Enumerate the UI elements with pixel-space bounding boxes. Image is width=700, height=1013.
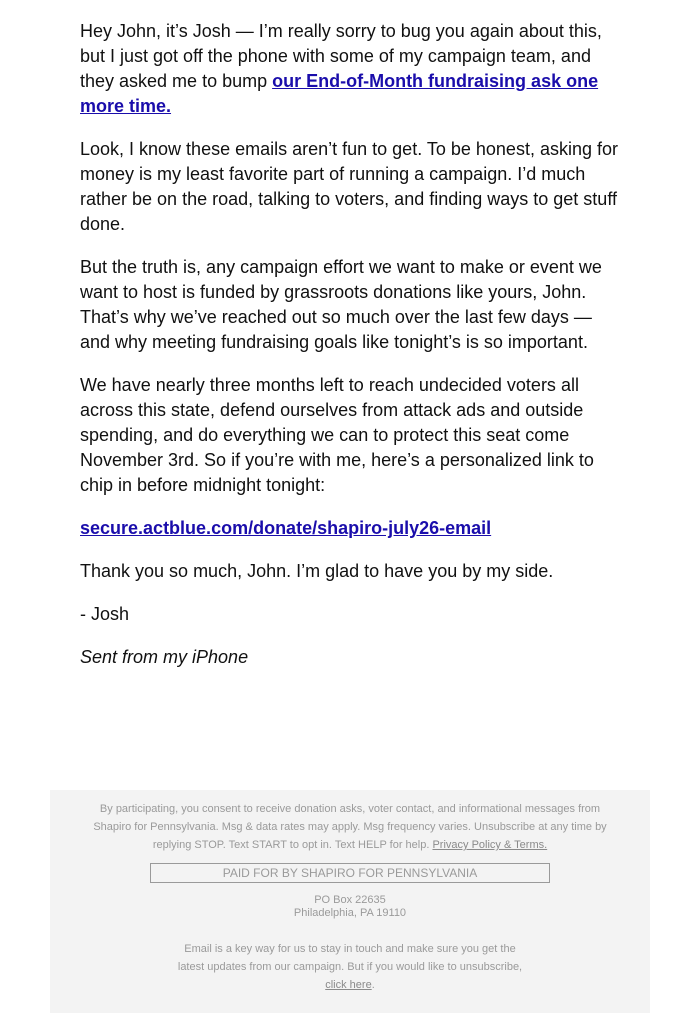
address-line-2: Philadelphia, PA 19110 — [293, 907, 407, 919]
consent-disclaimer — [90, 800, 610, 854]
unsubscribe-link[interactable]: click here — [325, 979, 372, 991]
unsubscribe-notice — [178, 940, 523, 994]
address-line-1: PO Box 22635 — [314, 894, 386, 906]
consent-text: By participating, you consent to receive donation asks, voter contact, and informational messages from Shapiro for Pennsylvania. Msg & data rates may apply. Msg frequency varies. Unsubscribe at any time by replying STOP. Text START to opt in. Text HELP for help. — [93, 803, 607, 851]
paid-for-disclaimer: PAID FOR BY SHAPIRO FOR PENNSYLVANIA — [150, 863, 550, 883]
intro-paragraph — [80, 19, 625, 119]
fundraising-ask-link[interactable]: our End-of-Month fundraising ask one more time. — [80, 71, 599, 116]
body-paragraph-2: Look, I know these emails aren’t fun to get. To be honest, asking for money is my least favorite part of running a campaign. I’d much rather be on the road, talking to voters, and finding ways to get stuff done. — [80, 139, 618, 234]
thank-you-text: Thank you so much, John. I’m glad to have you by my side. — [80, 561, 554, 581]
donate-link-paragraph — [80, 516, 625, 541]
mailing-address — [50, 894, 650, 920]
signoff-text: - Josh — [80, 604, 130, 624]
body-paragraph-3: But the truth is, any campaign effort we want to make or event we want to host is funded by grassroots donations like yours, John. That’s why we’ve reached out so much over the last few days — and why meeting fundraising goals like tonight’s is so important. — [80, 257, 602, 352]
unsubscribe-text-end: . — [371, 979, 375, 991]
unsubscribe-text: Email is a key way for us to stay in touch and make sure you get the latest updates from our campaign. But if you would like to unsubscribe, — [177, 943, 523, 973]
email-body — [80, 19, 625, 688]
body-paragraph-4: We have nearly three months left to reach undecided voters all across this state, defend ourselves from attack ads and outside spending, and do everything we can to protect this seat come November 3rd. So if you’re with me, here’s a personalized link to chip in before midnight tonight: — [80, 375, 594, 495]
intro-text: Hey John, it’s Josh — I’m really sorry to bug you again about this, but I just got off the phone with some of my campaign team, and they asked me to bump — [80, 21, 602, 91]
privacy-policy-link[interactable]: Privacy Policy & Terms. — [432, 839, 548, 851]
email-footer — [50, 790, 650, 1013]
iphone-signature: Sent from my iPhone — [80, 647, 249, 667]
donate-link[interactable]: secure.actblue.com/donate/shapiro-july26-email — [80, 518, 492, 538]
